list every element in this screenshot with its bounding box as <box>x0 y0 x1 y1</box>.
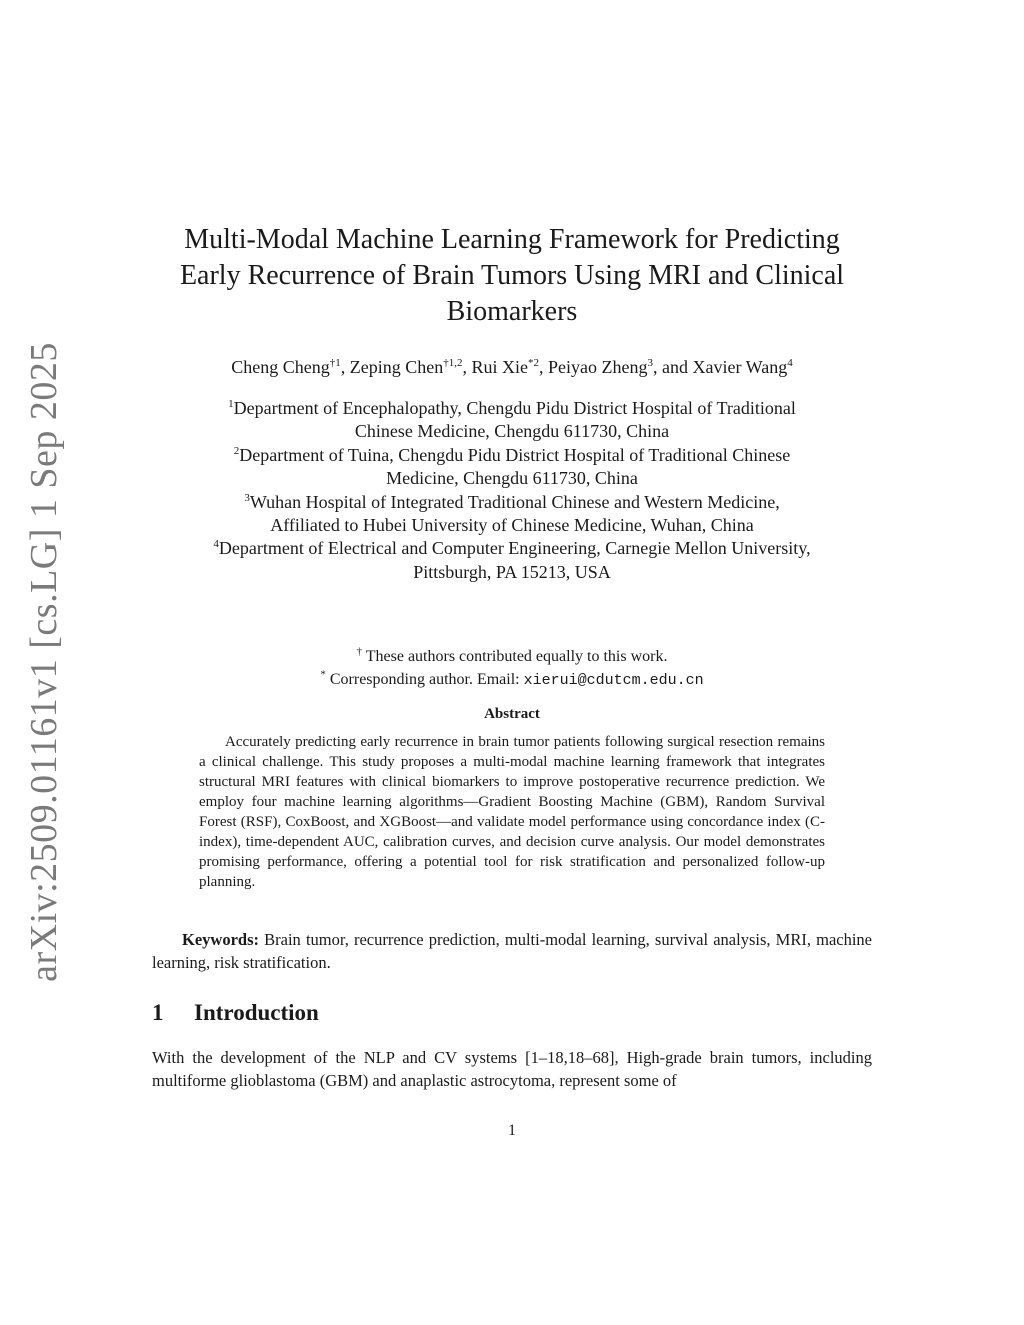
affiliation-number: 4 <box>213 538 219 551</box>
author-list <box>120 355 904 379</box>
author-marks: 3 <box>647 357 654 369</box>
keywords-text: Brain tumor, recurrence prediction, multi-modal learning, survival analysis, MRI, machine learning, risk stratification. <box>152 930 872 972</box>
author-marks: 4 <box>787 357 793 369</box>
affiliation-4 <box>140 537 884 584</box>
affiliation-number: 3 <box>244 491 250 504</box>
affiliation-list <box>140 397 884 584</box>
introduction-paragraph: With the development of the NLP and CV systems [1–18,18–68], High-grade brain tumors, including multiforme glioblastoma (GBM) and anaplastic astrocytoma, represent some of <box>152 1048 872 1090</box>
abstract-heading: Abstract <box>484 706 540 722</box>
affiliation-2 <box>140 444 884 491</box>
author-marks: *2 <box>528 357 540 369</box>
author-name: Zeping Chen <box>349 357 444 377</box>
section-heading-introduction <box>152 1000 319 1026</box>
affiliation-line: Department of Encephalopathy, Chengdu Pidu District Hospital of Traditional <box>233 398 796 418</box>
title-line-2: Early Recurrence of Brain Tumors Using MRI and Clinical <box>179 260 845 291</box>
author-name: Rui Xie <box>471 357 529 377</box>
abstract-text: Accurately predicting early recurrence in brain tumor patients following surgical resection remains a clinical challenge. This study proposes a multi-modal machine learning framework that integrates structural MRI features with clinical biomarkers to improve postoperative recurrence prediction. We employ four machine learning algorithms—Gradient Boosting Machine (GBM), Random Survival Forest (RSF), CoxBoost, and XGBoost—and validate model performance using concordance index (C-index), time-dependent AUC, calibration curves, and decision curve analysis. Our model demonstrates promising performance, offering a potential tool for risk stratification and personalized follow-up planning. <box>199 734 825 890</box>
author-separator: , <box>539 357 549 377</box>
equal-contribution-note <box>140 645 884 668</box>
affiliation-3 <box>140 491 884 538</box>
corresponding-author-text: Corresponding author. Email: <box>329 671 524 688</box>
author-separator: , <box>340 357 350 377</box>
affiliation-line: Affiliated to Hubei University of Chinese Medicine, Wuhan, China <box>270 515 754 536</box>
arxiv-identifier-stamp: arXiv:2509.01161v1 [cs.LG] 1 Sep 2025 <box>23 342 65 982</box>
affiliation-line: Department of Tuina, Chengdu Pidu District Hospital of Traditional Chinese <box>239 444 791 465</box>
affiliation-number: 1 <box>228 398 234 410</box>
section-number: 1 <box>152 1000 164 1025</box>
section-title: Introduction <box>194 1000 319 1025</box>
asterisk-mark: * <box>320 668 326 681</box>
affiliation-number: 2 <box>233 444 240 457</box>
affiliation-line: Chinese Medicine, Chengdu 611730, China <box>354 421 670 442</box>
affiliation-line: Wuhan Hospital of Integrated Traditional Chinese and Western Medicine, <box>249 491 780 512</box>
paper-title <box>150 222 874 330</box>
author-marks: †1,2 <box>443 357 463 369</box>
affiliation-line: Pittsburgh, PA 15213, USA <box>413 561 611 582</box>
author-name: Xavier Wang <box>692 357 788 377</box>
author-name: Cheng Cheng <box>231 357 330 377</box>
keywords-label: Keywords: <box>182 930 259 949</box>
affiliation-1 <box>140 397 884 444</box>
author-separator: , <box>462 357 472 377</box>
author-notes <box>140 645 884 692</box>
title-line-1: Multi-Modal Machine Learning Framework for Predicting <box>184 224 840 255</box>
author-separator: , and <box>653 357 693 377</box>
corresponding-author-note <box>140 668 884 692</box>
equal-contribution-text: These authors contributed equally to this work. <box>365 648 668 665</box>
author-marks: †1 <box>329 357 341 369</box>
page-number: 1 <box>508 1122 516 1139</box>
keywords <box>152 928 872 974</box>
affiliation-line: Medicine, Chengdu 611730, China <box>386 468 638 489</box>
dagger-mark: † <box>356 645 363 658</box>
author-name: Peiyao Zheng <box>548 357 648 377</box>
title-line-3: Biomarkers <box>446 296 578 327</box>
corresponding-email: xierui@cdutcm.edu.cn <box>523 672 704 689</box>
affiliation-line: Department of Electrical and Computer Engineering, Carnegie Mellon University, <box>218 538 811 559</box>
